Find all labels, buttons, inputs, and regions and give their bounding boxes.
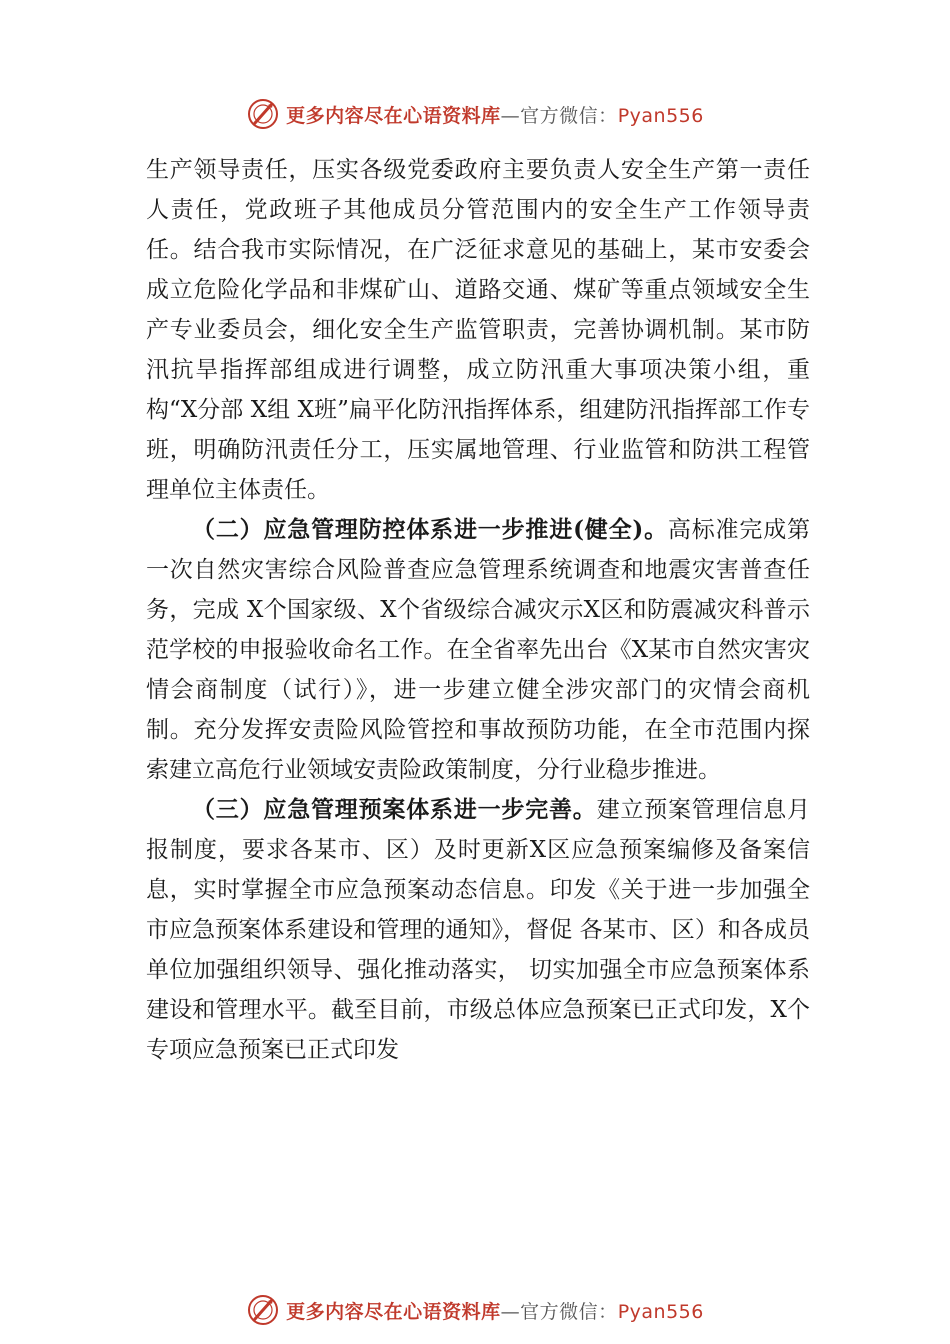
- section-heading-2: （二）应急管理防控体系进一步推进(健全)。: [192, 516, 668, 543]
- banner-site-name: 更多内容尽在心语资料库: [286, 104, 501, 127]
- paragraph-1: [146, 150, 810, 510]
- brand-logo-icon: [246, 1293, 280, 1327]
- banner-site-name: 更多内容尽在心语资料库: [286, 1300, 501, 1323]
- paragraph-2: [146, 510, 810, 790]
- paragraph-3-text: 建立预案管理信息月报制度，要求各某市、区）及时更新X区应急预案编修及备案信息，实时掌握全市应急预案动态信息。印发《关于进一步加强全市应急预案体系建设和管理的通知》，督促 各某市、区）和各成员单位加强组织领导、强化推动落实， 切实加强全市应急预案体系建设和管理水平。截至目前，市级总体应急预案已正式印发，X个专项应急预案已正式印发: [146, 797, 811, 1063]
- footer-banner: [0, 1290, 950, 1330]
- banner-text: [286, 1297, 704, 1324]
- banner-official-label: 官方微信：: [520, 104, 618, 127]
- document-body: [146, 150, 810, 1070]
- banner-handle: Pyan556: [617, 104, 704, 127]
- banner-official-label: 官方微信：: [520, 1300, 618, 1323]
- banner-separator: —: [500, 1300, 521, 1323]
- header-banner: [0, 94, 950, 134]
- paragraph-1-text: 生产领导责任，压实各级党委政府主要负责人安全生产第一责任人责任，党政班子其他成员分管范围内的安全生产工作领导责任。结合我市实际情况，在广泛征求意见的基础上，某市安委会成立危险化学品和非煤矿山、道路交通、煤矿等重点领域安全生产专业委员会，细化安全生产监管职责，完善协调机制。某市防汛抗旱指挥部组成进行调整，成立防汛重大事项决策小组，重构“X分部 X组 X班”扁平化防汛指挥体系，组建防汛指挥部工作专班，明确防汛责任分工，压实属地管理、行业监管和防洪工程管理单位主体责任。: [146, 157, 810, 503]
- paragraph-2-text: 高标准完成第一次自然灾害综合风险普查应急管理系统调查和地震灾害普查任务，完成 X个国家级、X个省级综合减灾示X区和防震减灾科普示范学校的申报验收命名工作。在全省率先出台《X某市自然灾害灾情会商制度（试行）》，进一步建立健全涉灾部门的灾情会商机制。充分发挥安责险风险管控和事故预防功能，在全市范围内探索建立高危行业领域安责险政策制度，分行业稳步推进。: [146, 517, 811, 783]
- banner-text: [286, 101, 704, 128]
- brand-logo-icon: [246, 97, 280, 131]
- banner-handle: Pyan556: [617, 1300, 704, 1323]
- banner-separator: —: [500, 104, 521, 127]
- paragraph-3: [146, 790, 810, 1070]
- section-heading-3: （三）应急管理预案体系进一步完善。: [192, 796, 597, 823]
